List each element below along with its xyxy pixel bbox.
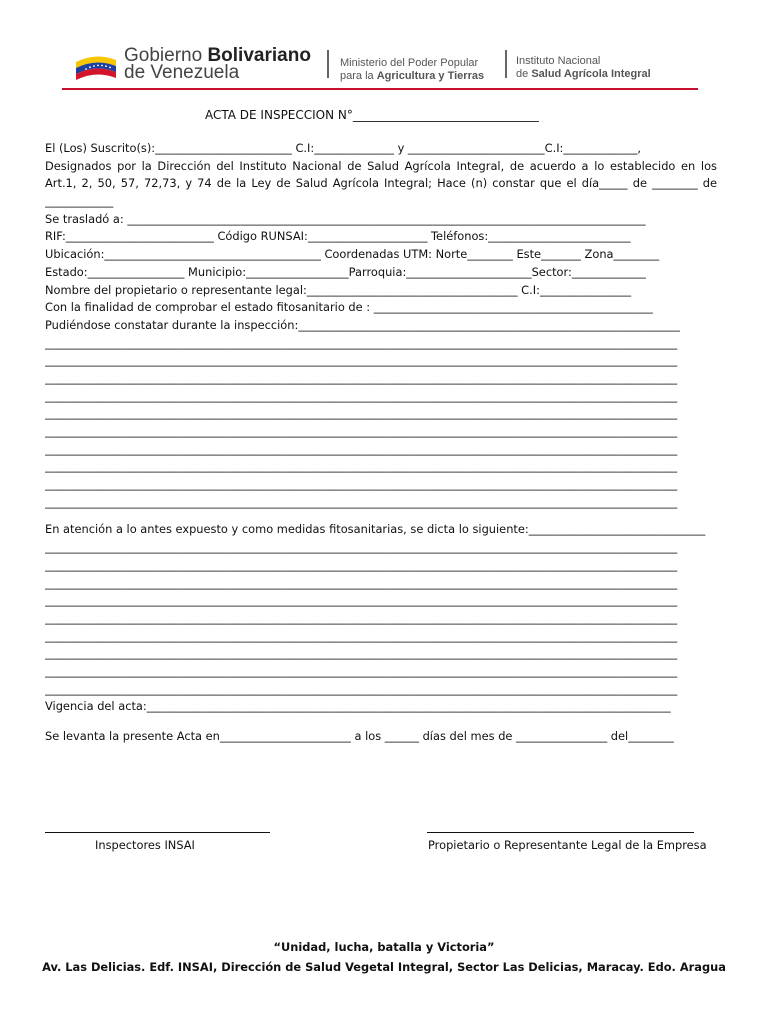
- blank-line[interactable]: _______________________________________________________________________________________________________________: [45, 370, 678, 385]
- blank-line[interactable]: _______________________________________________________________________________________________________________: [45, 477, 678, 492]
- form-line-vigencia[interactable]: Vigencia del acta:____________________________________________________________________________________________: [45, 699, 671, 714]
- document-title: ACTA DE INSPECCION N°_______________________________: [205, 108, 539, 122]
- ministry-line1: Ministerio del Poder Popular: [340, 57, 479, 69]
- form-line-ubicacion[interactable]: Ubicación:______________________________________ Coordenadas UTM: Norte________ Este_______ Zona________: [45, 247, 660, 262]
- logo-divider: [327, 50, 329, 78]
- ministry-line2: para la Agricultura y Tierras: [340, 70, 485, 82]
- form-line-propietario[interactable]: Nombre del propietario o representante legal:_____________________________________ C.I:________________: [45, 282, 632, 297]
- inspector-signature-label: Inspectores INSAI: [95, 838, 195, 852]
- letterhead: [0, 0, 768, 95]
- footer-motto: “Unidad, lucha, batalla y Victoria”: [273, 940, 495, 954]
- inspection-form: [45, 140, 717, 746]
- blank-line[interactable]: _______________________________________________________________________________________________________________: [45, 663, 678, 678]
- blank-line[interactable]: _______________________________________________________________________________________________________________: [45, 593, 678, 608]
- venezuela-flag-icon: [74, 52, 118, 82]
- owner-signature-label: Propietario o Representante Legal de la Empresa: [428, 838, 707, 852]
- blank-line[interactable]: _______________________________________________________________________________________________________________: [45, 424, 678, 439]
- owner-signature-line[interactable]: [427, 832, 694, 833]
- blank-line[interactable]: _______________________________________________________________________________________________________________: [45, 610, 678, 625]
- blank-line[interactable]: _______________________________________________________________________________________________________________: [45, 353, 678, 368]
- institute-line2: de Salud Agrícola Integral: [516, 68, 651, 80]
- form-line-medidas[interactable]: En atención a lo antes expuesto y como medidas fitosanitarias, se dicta lo siguiente:_______________________________: [45, 522, 706, 537]
- blank-line[interactable]: _______________________________________________________________________________________________________________: [45, 441, 678, 456]
- blank-line[interactable]: _______________________________________________________________________________________________________________: [45, 406, 678, 421]
- blank-line[interactable]: _______________________________________________________________________________________________________________: [45, 388, 678, 403]
- form-line-traslado[interactable]: Se trasladó a: ___________________________________________________________________________________________: [45, 211, 646, 226]
- blank-line[interactable]: _______________________________________________________________________________________________________________: [45, 646, 678, 661]
- measures-notes-area[interactable]: [45, 539, 717, 698]
- footer-address: Av. Las Delicias. Edf. INSAI, Dirección de Salud Vegetal Integral, Sector Las Delicias, Maracay. Edo. Aragua: [42, 960, 726, 974]
- form-line-cierre[interactable]: Se levanta la presente Acta en_______________________ a los ______ días del mes de ________________ del________: [45, 729, 674, 744]
- blank-line[interactable]: _______________________________________________________________________________________________________________: [45, 557, 678, 572]
- form-line-designados[interactable]: Designados por la Dirección del Instituto Nacional de Salud Agrícola Integral, de acuerdo a lo establecido en los Art.1, 2, 50, 57, 72,73, y 74 de la Ley de Salud Agrícola Integral; Hace (n) constar que el día_____ de ________ de ____________: [45, 158, 717, 209]
- blank-line[interactable]: _______________________________________________________________________________________________________________: [45, 494, 678, 509]
- government-name-line2: de Venezuela: [124, 62, 240, 83]
- blank-line[interactable]: _______________________________________________________________________________________________________________: [45, 540, 678, 555]
- header-rule: [62, 88, 698, 90]
- government-name-line1: Gobierno Bolivariano: [124, 45, 311, 66]
- inspector-signature-line[interactable]: [45, 832, 270, 833]
- form-line-estado[interactable]: Estado:_________________ Municipio:__________________Parroquia:______________________Sector:_____________: [45, 264, 646, 279]
- blank-line[interactable]: _______________________________________________________________________________________________________________: [45, 628, 678, 643]
- form-line-constatar[interactable]: Pudiéndose constatar durante la inspección:___________________________________________________________________: [45, 317, 680, 332]
- blank-line[interactable]: _______________________________________________________________________________________________________________: [45, 575, 678, 590]
- blank-line[interactable]: _______________________________________________________________________________________________________________: [45, 335, 678, 350]
- blank-line[interactable]: _______________________________________________________________________________________________________________: [45, 681, 678, 696]
- logo-divider: [505, 50, 507, 78]
- blank-line[interactable]: _______________________________________________________________________________________________________________: [45, 459, 678, 474]
- inspection-notes-area[interactable]: [45, 335, 717, 512]
- form-line-finalidad[interactable]: Con la finalidad de comprobar el estado fitosanitario de : _________________________________________________: [45, 300, 653, 315]
- form-line-suscritos[interactable]: El (Los) Suscrito(s):________________________ C.I:______________ y ________________________C.I:_____________,: [45, 141, 642, 155]
- form-line-rif[interactable]: RIF:__________________________ Código RUNSAI:_____________________ Teléfonos:_________________________: [45, 229, 631, 244]
- institute-line1: Instituto Nacional: [516, 55, 601, 67]
